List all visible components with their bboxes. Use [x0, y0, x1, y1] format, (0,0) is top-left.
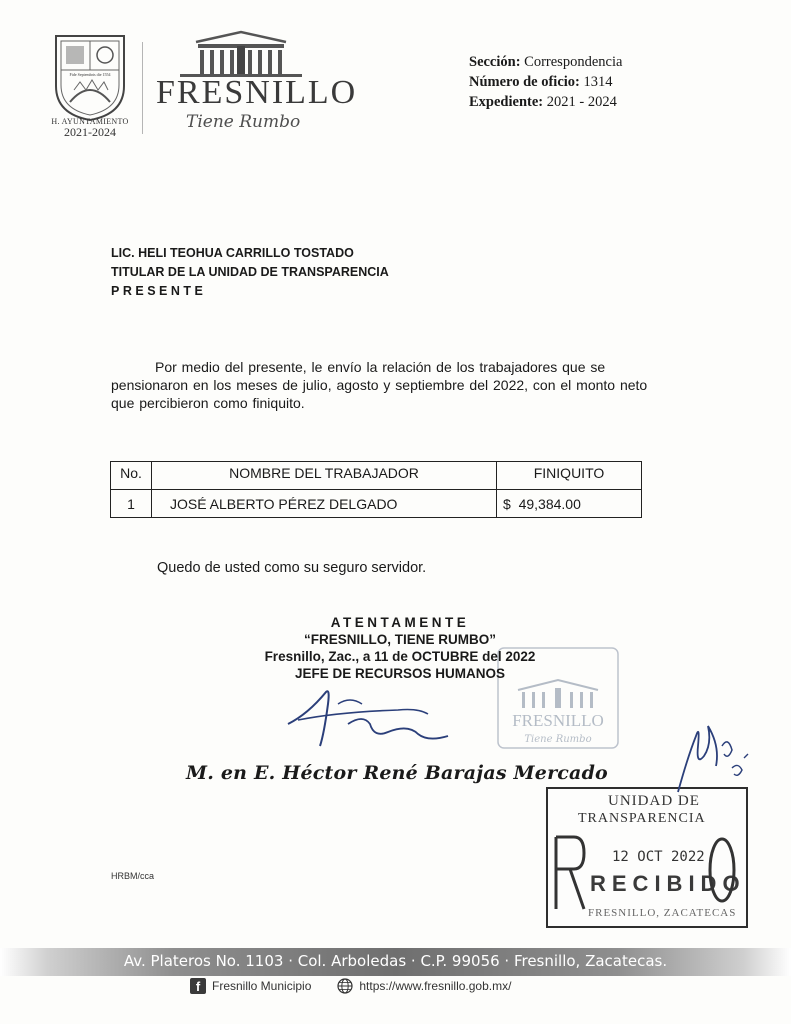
stamp-date: 12 OCT 2022: [612, 849, 705, 865]
document-metadata: [469, 52, 622, 112]
svg-text:Tiene Rumbo: Tiene Rumbo: [524, 734, 592, 745]
stamp-word: RECIBIDO: [590, 871, 746, 896]
logo-title: FRESNILLO: [156, 74, 358, 111]
place-date: Fresnillo, Zac., a 11 de OCTUBRE del 2022: [264, 649, 536, 664]
header-settlement: FINIQUITO: [497, 462, 642, 490]
recipient-block: [111, 244, 389, 301]
signer-name: M. en E. Héctor René Barajas Mercado: [186, 762, 608, 784]
meta-section: Sección: Correspondencia: [469, 54, 623, 70]
workers-table: [110, 461, 642, 518]
stamp-line1: UNIDAD DE: [608, 793, 700, 809]
logo-subtitle: Tiene Rumbo: [186, 112, 301, 132]
municipal-seal-icon: [50, 30, 130, 122]
recipient-title: TITULAR DE LA UNIDAD DE TRANSPARENCIA: [111, 265, 389, 279]
facebook-label[interactable]: Fresnillo Municipio: [212, 979, 312, 993]
header-number: No.: [111, 462, 152, 490]
handwritten-signature-icon: [278, 684, 458, 754]
facebook-icon: f: [190, 978, 206, 994]
row-worker-name: JOSÉ ALBERTO PÉREZ DELGADO: [152, 490, 497, 518]
closing-line: Quedo de usted como su seguro servidor.: [157, 560, 427, 576]
row-settlement-amount: $ 49,384.00: [497, 490, 642, 518]
svg-text:FRESNILLO: FRESNILLO: [512, 711, 604, 730]
seal-caption-line1: H. AYUNTAMIENTO: [51, 117, 129, 126]
seal-caption: [40, 116, 140, 138]
signer-position: JEFE DE RECURSOS HUMANOS: [294, 666, 506, 681]
body-paragraph: Por medio del presente, le envío la relación de los trabajadores que se pensionaron en los meses de julio, agosto y septiembre del 2022, con el monto neto que percibieron como finiquito.: [111, 359, 648, 411]
footer-social: [190, 978, 511, 994]
atentamente: ATENTAMENTE: [330, 615, 470, 630]
table-header-row: [111, 462, 642, 490]
seal-motto: Fide Septembris die 1554: [69, 72, 111, 77]
stamp-line2: TRANSPARENCIA: [578, 811, 706, 826]
header-worker-name: NOMBRE DEL TRABAJADOR: [152, 462, 497, 490]
header-divider: [142, 42, 143, 134]
stamp-r-outline-icon: [552, 833, 588, 913]
handwritten-initials-icon: [668, 716, 758, 796]
table-row: [111, 490, 642, 518]
fresnillo-arch-icon: [176, 28, 306, 80]
stamp-o-outline-icon: [706, 835, 738, 905]
meta-file: Expediente: 2021 - 2024: [469, 94, 617, 110]
globe-icon: [337, 978, 353, 994]
website-link[interactable]: https://www.fresnillo.gob.mx/: [359, 979, 512, 993]
recipient-name: LIC. HELI TEOHUA CARRILLO TOSTADO: [111, 246, 354, 260]
seal-caption-line2: 2021-2024: [64, 125, 116, 139]
signature-block: [200, 614, 600, 682]
reference-initials: HRBM/cca: [111, 871, 155, 881]
meta-office-number: Número de oficio: 1314: [469, 74, 613, 90]
motto: “FRESNILLO, TIENE RUMBO”: [304, 632, 496, 647]
row-number: 1: [111, 490, 152, 518]
stamp-city: FRESNILLO, ZACATECAS: [588, 907, 737, 919]
recipient-present: PRESENTE: [111, 284, 207, 298]
received-stamp: [546, 787, 748, 928]
footer-address: Av. Plateros No. 1103 · Col. Arboledas · C.P. 99056 · Fresnillo, Zacatecas.: [123, 952, 668, 970]
